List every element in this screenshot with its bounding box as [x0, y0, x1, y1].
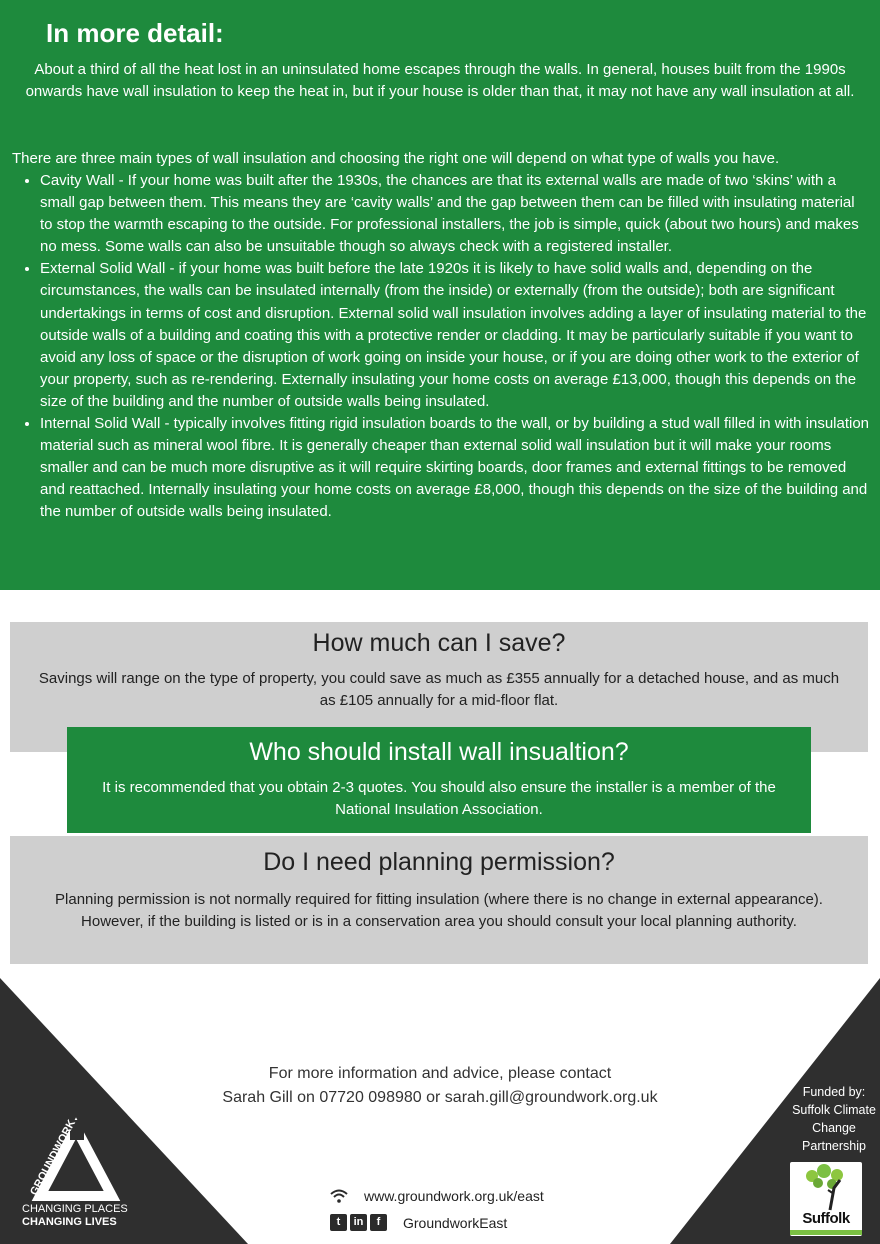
list-item-cavity-wall: • Cavity Wall - If your home was built after the 1930s, the chances are that its external walls are made of two ‘skins’ with a small gap between them. This means they are ‘cavity walls’ and the gap between them can be filled with insulating material to stop the warmth escaping to the outside. For professional installers, the job is simple, quick (about two hours) and makes no mess. Some walls can also be unsuitable though so always check with a registered installer.: [40, 170, 870, 258]
installer-box: [67, 727, 811, 833]
facebook-icon[interactable]: f: [370, 1214, 387, 1231]
planning-box: [10, 836, 868, 964]
groundwork-tagline-1: CHANGING PLACES: [22, 1203, 128, 1215]
social-handle[interactable]: GroundworkEast: [403, 1214, 508, 1231]
funded-line-3: Change: [812, 1121, 856, 1135]
website-row: [330, 1188, 544, 1204]
tree-icon: [790, 1162, 862, 1212]
contact-line-1: For more information and advice, please contact: [268, 1065, 612, 1082]
linkedin-icon[interactable]: in: [350, 1214, 367, 1231]
funded-line-2: Suffolk Climate: [792, 1103, 876, 1117]
savings-text: Savings will range on the type of property, you could save as much as £355 annually for a detached house, and as much as £105 annually for a mid-floor flat.: [38, 670, 840, 709]
social-row: [330, 1214, 507, 1231]
suffolk-word: Suffolk: [802, 1210, 850, 1227]
detail-section: [0, 0, 880, 590]
funded-line-1: Funded by:: [802, 1085, 866, 1099]
planning-heading: Do I need planning permission?: [263, 848, 615, 876]
wifi-icon: [330, 1189, 348, 1203]
funded-line-4: Partnership: [802, 1139, 866, 1153]
suffolk-logo: [790, 1162, 862, 1236]
list-item-external-solid-wall: • External Solid Wall - if your home was built before the late 1920s it is likely to have solid walls and, depending on the circumstances, the walls can be insulated internally (from the inside) or externally (from the outside); both are significant undertakings in terms of cost and disruption. External solid wall insulation involves adding a layer of insulating material to the outside walls of a building and coating this with a protective render or cladding. It may be particularly suitable if you want to avoid any loss of space or the disruption of work going on inside your house, or if you are doing other work to the exterior of your property, such as re-rendering. Externally insulating your home costs on average £13,000, though this depends on the size of the building and the number of outside walls being insulated.: [40, 258, 870, 413]
groundwork-tagline-2: CHANGING LIVES: [22, 1216, 117, 1228]
contact-line-2: Sarah Gill on 07720 098980 or sarah.gill@groundwork.org.uk: [222, 1089, 658, 1106]
list-item-internal-solid-wall: • Internal Solid Wall - typically involves fitting rigid insulation boards to the wall, or by building a stud wall filled in with insulation material such as mineral wool fibre. It is generally cheaper than external solid wall insulation but it will make your rooms smaller and can be much more disruptive as it will require skirting boards, door frames and external fittings to be removed and reattached. Internally insulating your home costs on average £8,000, though this depends on the size of the building and the number of outside walls being insulated.: [40, 413, 870, 523]
planning-text: Planning permission is not normally required for fitting insulation (where there is no change in external appearance). However, if the building is listed or is in a conservation area you should consult your local planning authority.: [55, 891, 823, 930]
detail-heading: In more detail:: [46, 18, 224, 48]
wall-types-list: [12, 170, 870, 524]
contact-info: [150, 1062, 730, 1110]
detail-lead: There are three main types of wall insulation and choosing the right one will depend on what type of walls you have.: [12, 150, 780, 167]
detail-intro: About a third of all the heat lost in an uninsulated home escapes through the walls. In general, houses built from the 1990s onwards have wall insulation to keep the heat in, but if your house is older than that, it may not have any wall insulation at all.: [25, 61, 855, 100]
installer-heading: Who should install wall insualtion?: [249, 738, 629, 766]
suffolk-tagline-bar: [790, 1230, 862, 1235]
funded-by: [776, 1083, 880, 1155]
twitter-icon[interactable]: t: [330, 1214, 347, 1231]
website-link[interactable]: www.groundwork.org.uk/east: [364, 1188, 544, 1204]
groundwork-wordmark: [14, 1108, 94, 1198]
groundwork-word: GROUNDWORK: [28, 1117, 78, 1198]
installer-text: It is recommended that you obtain 2-3 quotes. You should also ensure the installer is a member of the National Insulation Association.: [102, 779, 776, 818]
savings-heading: How much can I save?: [312, 629, 566, 657]
